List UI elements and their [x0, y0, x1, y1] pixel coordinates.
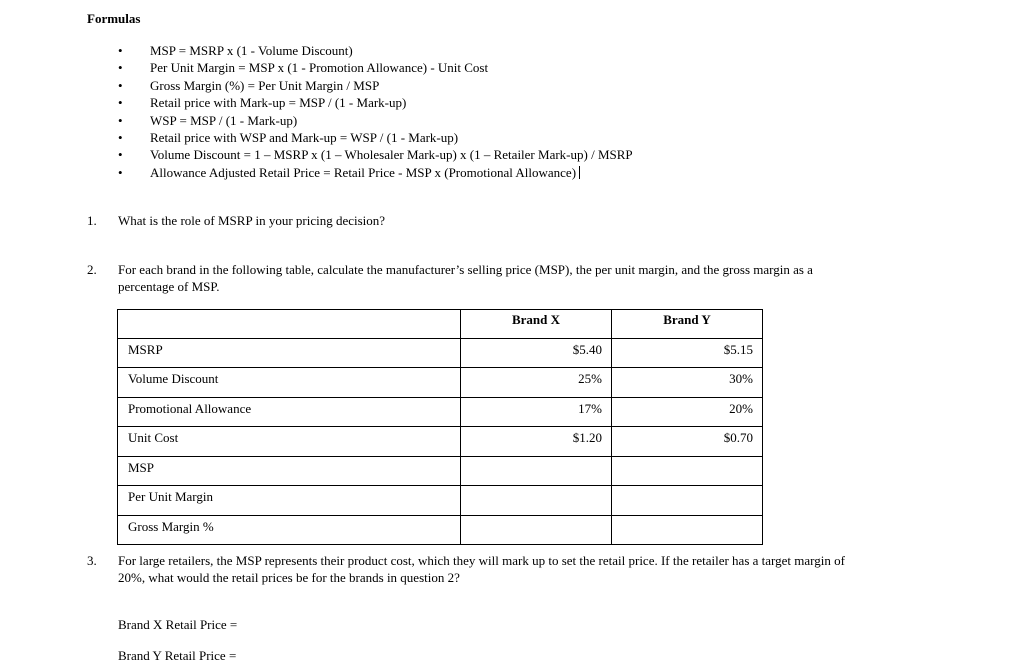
table-row	[118, 456, 763, 486]
row-label: MSRP	[118, 338, 461, 368]
table-row	[118, 368, 763, 398]
row-label: MSP	[118, 456, 461, 486]
bullet-icon: •	[118, 60, 123, 76]
cell-brand-y[interactable]	[612, 515, 763, 545]
formula-text: Gross Margin (%) = Per Unit Margin / MSP	[150, 77, 380, 93]
question-1	[87, 212, 987, 230]
table-header-brand-y: Brand Y	[612, 310, 763, 339]
question-text: What is the role of MSRP in your pricing decision?	[118, 213, 386, 228]
cell-brand-y[interactable]	[612, 456, 763, 486]
table-header	[118, 310, 461, 339]
question-number: 3.	[87, 553, 97, 568]
formula-item	[118, 59, 633, 76]
formula-text: Volume Discount = 1 – MSRP x (1 – Wholesaler Mark-up) x (1 – Retailer Mark-up) / MSRP	[150, 147, 633, 163]
bullet-icon: •	[118, 164, 123, 180]
cell-brand-x: $5.40	[461, 338, 612, 368]
row-label: Volume Discount	[118, 368, 461, 398]
formula-text: Retail price with WSP and Mark-up = WSP / (1 - Mark-up)	[150, 129, 459, 145]
question-number: 1.	[87, 213, 97, 228]
brand-x-retail-price[interactable]: Brand X Retail Price =	[118, 617, 238, 632]
bullet-icon: •	[118, 43, 123, 58]
table-row	[118, 338, 763, 368]
formula-text: Allowance Adjusted Retail Price = Retail Price - MSP x (Promotional Allowance)	[150, 164, 577, 180]
bullet-icon: •	[118, 77, 123, 93]
row-label: Unit Cost	[118, 427, 461, 457]
formula-text: WSP = MSP / (1 - Mark-up)	[150, 112, 298, 128]
table-row	[118, 427, 763, 457]
formula-text: Retail price with Mark-up = MSP / (1 - Mark-up)	[150, 95, 407, 111]
formulas-heading: Formulas	[87, 11, 141, 26]
table-header-row	[118, 310, 763, 339]
cell-brand-x[interactable]	[461, 486, 612, 516]
formula-item	[118, 146, 633, 163]
cell-brand-y[interactable]	[612, 486, 763, 516]
row-label: Promotional Allowance	[118, 397, 461, 427]
cell-brand-y: 20%	[612, 397, 763, 427]
bullet-icon: •	[118, 112, 123, 128]
question-3	[87, 552, 1007, 588]
cell-brand-x: 25%	[461, 368, 612, 398]
cell-brand-x: 17%	[461, 397, 612, 427]
brand-table	[117, 309, 763, 545]
cell-brand-x[interactable]	[461, 515, 612, 545]
formula-item	[118, 112, 633, 129]
table-row	[118, 515, 763, 545]
cell-brand-y: 30%	[612, 368, 763, 398]
question-2	[87, 261, 987, 297]
cell-brand-y: $0.70	[612, 427, 763, 457]
bullet-icon: •	[118, 129, 123, 145]
formula-item	[118, 94, 633, 111]
question-number: 2.	[87, 262, 97, 277]
formula-item[interactable]	[118, 164, 633, 181]
formula-item	[118, 77, 633, 94]
cell-brand-x: $1.20	[461, 427, 612, 457]
formula-text: MSP = MSRP x (1 - Volume Discount)	[150, 43, 353, 58]
row-label: Per Unit Margin	[118, 486, 461, 516]
table-row	[118, 486, 763, 516]
brand-y-retail-price[interactable]: Brand Y Retail Price =	[118, 648, 237, 663]
bullet-icon: •	[118, 147, 123, 163]
table-header-brand-x: Brand X	[461, 310, 612, 339]
cell-brand-x[interactable]	[461, 456, 612, 486]
formula-list	[118, 42, 633, 181]
question-text-continued: 20%, what would the retail prices be for the brands in question 2?	[118, 570, 460, 585]
bullet-icon: •	[118, 95, 123, 111]
question-text: For large retailers, the MSP represents their product cost, which they will mark up to set the retail price. If the retailer has a target margin of	[118, 553, 845, 568]
question-text-continued: percentage of MSP.	[118, 279, 220, 294]
formula-item	[118, 129, 633, 146]
cell-brand-y: $5.15	[612, 338, 763, 368]
text-cursor	[579, 166, 580, 179]
question-text: For each brand in the following table, calculate the manufacturer’s selling price (MSP), the per unit margin, and the gross margin as a	[118, 262, 813, 277]
row-label: Gross Margin %	[118, 515, 461, 545]
table-row	[118, 397, 763, 427]
formula-text: Per Unit Margin = MSP x (1 - Promotion Allowance) - Unit Cost	[150, 60, 489, 76]
formula-item	[118, 42, 633, 59]
